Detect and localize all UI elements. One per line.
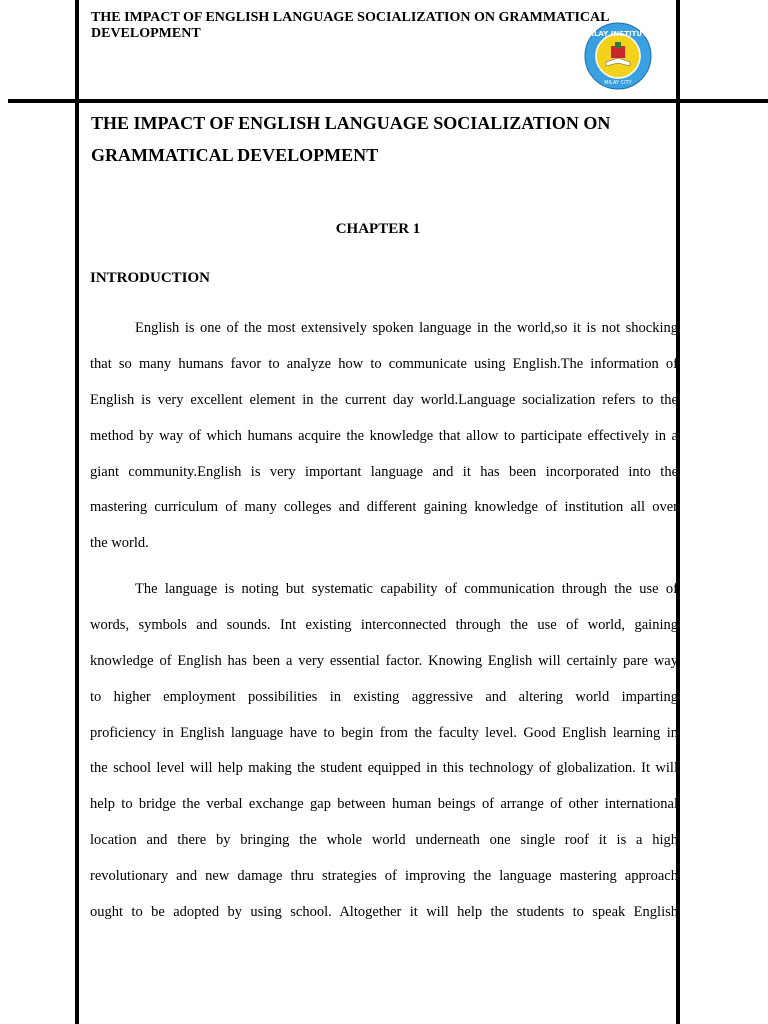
paragraph-line: mastering curriculum of many colleges and different gaining knowledge of institution all over — [90, 499, 678, 516]
paragraph-line: giant community.English is very important language and it has been incorporated into the — [90, 463, 678, 480]
section-heading-introduction: INTRODUCTION — [90, 270, 211, 286]
paragraph-2 — [90, 572, 678, 931]
document-title — [91, 107, 671, 171]
paragraph-line: proficiency in English language have to begin from the faculty level. Good English learning in — [90, 724, 678, 741]
paragraph-line: English is very excellent element in the current day world.Language socialization refers to the — [90, 391, 678, 408]
paragraph-line: knowledge of English has been a very essential factor. Knowing English will certainly pare way — [90, 652, 678, 669]
paragraph-line: The language is noting but systematic capability of communication through the use of — [135, 581, 678, 597]
paragraph-line: words, symbols and sounds. Int existing interconnected through the use of world, gaining — [90, 616, 678, 633]
svg-text:MILAY INSTITUTE: MILAY INSTITUTE — [584, 30, 652, 38]
paragraph-line: help to bridge the verbal exchange gap between human beings of arrange of other international — [90, 796, 678, 813]
svg-text:MILAY CITY: MILAY CITY — [604, 80, 632, 86]
chapter-heading: CHAPTER 1 — [335, 221, 421, 237]
paragraph-line: to higher employment possibilities in existing aggressive and altering world imparting — [90, 688, 678, 705]
paragraph-line: English is one of the most extensively spoken language in the world,so it is not shocking — [135, 320, 678, 336]
paragraph-line: revolutionary and new damage thru strategies of improving the language mastering approach — [90, 868, 678, 885]
institute-seal-logo — [584, 22, 652, 90]
running-header: THE IMPACT OF ENGLISH LANGUAGE SOCIALIZATION ON GRAMMATICAL DEVELOPMENT — [91, 10, 609, 41]
paragraph-line: the world. — [90, 535, 149, 552]
left-border-line — [75, 0, 79, 1024]
document-title-line-2: GRAMMATICAL DEVELOPMENT — [91, 145, 379, 165]
paragraph-line: location and there by bringing the whole world underneath one single roof it is a high — [90, 832, 678, 849]
paragraph-line: that so many humans favor to analyze how to communicate using English.The information of — [90, 355, 678, 372]
paragraph-line: the school level will help making the student equipped in this technology of globalization. It will — [90, 760, 678, 777]
paragraph-line: ought to be adopted by using school. Altogether it will help the students to speak English — [90, 904, 678, 921]
document-title-line-1: THE IMPACT OF ENGLISH LANGUAGE SOCIALIZATION ON — [91, 113, 611, 133]
paragraph-1 — [90, 311, 678, 562]
header-divider — [8, 99, 768, 103]
paragraph-line: method by way of which humans acquire the knowledge that allow to participate effectively in a — [90, 427, 678, 444]
